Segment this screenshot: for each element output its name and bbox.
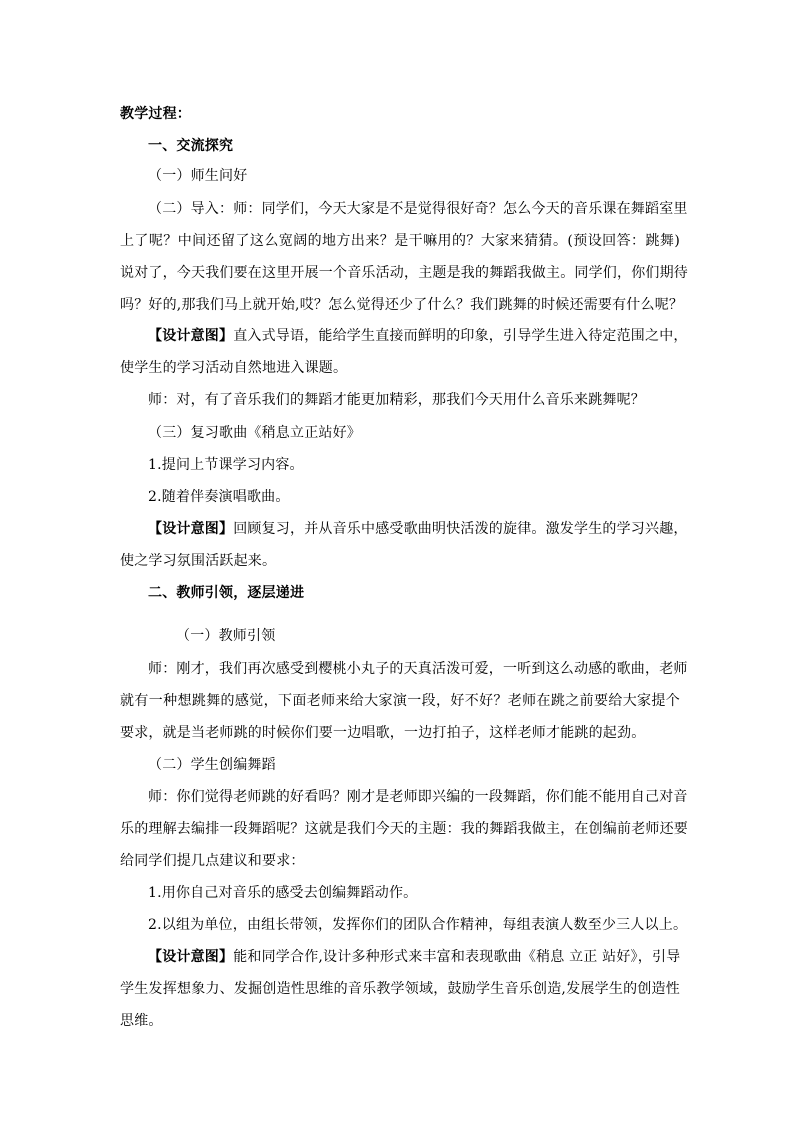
design-intent-text: 能和同学合作,设计多种形式来丰富和表现歌曲《稍息 立正 站好》，引导 — [233, 949, 681, 965]
design-intent-2 — [148, 519, 688, 539]
intro-paragraph-line: 说对了，今天我们要在这里开展一个音乐活动，主题是我的舞蹈我做主。同学们，你们期待 — [120, 265, 688, 281]
design-intent-label: 【设计意图】 — [148, 328, 234, 344]
teacher-line: 师：对，有了音乐我们的舞蹈才能更加精彩，那我们今天用什么音乐来跳舞呢？ — [148, 392, 645, 408]
subheading-teacher-lead: （一）教师引领 — [176, 628, 276, 644]
section-title: 教学过程： — [120, 106, 191, 122]
student-dance-line: 师：你们觉得老师跳的好看吗？刚才是老师即兴编的一段舞蹈，你们能不能用自己对音 — [148, 789, 688, 805]
design-intent-2-cont: 使之学习氛围活跃起来。 — [120, 553, 277, 569]
design-intent-3-cont: 思维。 — [120, 1013, 163, 1029]
design-intent-1 — [148, 326, 688, 346]
intro-paragraph-line: 吗？好的,那我们马上就开始,哎？怎么觉得还少了什么？我们跳舞的时候还需要有什么呢？ — [120, 297, 684, 313]
list-item: 1.用你自己对音乐的感受去创编舞蹈动作。 — [148, 885, 418, 901]
design-intent-3-cont: 学生发挥想象力、发掘创造性思维的音乐教学领域，鼓励学生音乐创造,发展学生的创造性 — [120, 981, 680, 997]
list-item: 2.以组为单位，由组长带领，发挥你们的团队合作精神，每组表演人数至少三人以上。 — [148, 917, 688, 933]
heading-exchange-explore: 一、交流探究 — [148, 138, 234, 154]
heading-teacher-lead: 二、教师引领，逐层递进 — [148, 585, 305, 601]
design-intent-label: 【设计意图】 — [148, 949, 234, 965]
teacher-lead-line: 就有一种想跳舞的感觉，下面老师来给大家演一段，好不好？老师在跳之前要给大家提个 — [120, 693, 680, 709]
subheading-student-dance: （二）学生创编舞蹈 — [148, 757, 276, 773]
subheading-review-song: （三）复习歌曲《稍息立正站好》 — [148, 425, 361, 441]
intro-paragraph-line: （二）导入：师：同学们，今天大家是不是觉得很好奇？怎么今天的音乐课在舞蹈室里 — [148, 201, 688, 217]
teacher-lead-line: 要求，就是当老师跳的时候你们要一边唱歌，一边打拍子，这样老师才能跳的起劲。 — [120, 725, 646, 741]
design-intent-text: 回顾复习，并从音乐中感受歌曲明快活泼的旋律。激发学生的学习兴趣， — [233, 521, 688, 537]
design-intent-3 — [148, 947, 680, 967]
intro-paragraph-line: 上了呢？中间还留了这么宽阔的地方出来？是干嘛用的？大家来猜猜。(预设回答：跳舞) — [120, 233, 680, 249]
teacher-lead-line: 师：刚才，我们再次感受到樱桃小丸子的天真活泼可爱，一听到这么动感的歌曲，老师 — [148, 661, 688, 677]
list-item: 1.提问上节课学习内容。 — [148, 457, 304, 473]
student-dance-line: 乐的理解去编排一段舞蹈呢？这就是我们今天的主题：我的舞蹈我做主，在创编前老师还要 — [120, 821, 688, 837]
list-item: 2.随着伴奏演唱歌曲。 — [148, 489, 290, 505]
subheading-greeting: （一）师生问好 — [148, 168, 248, 184]
design-intent-label: 【设计意图】 — [148, 521, 234, 537]
design-intent-text: 直入式导语，能给学生直接而鲜明的印象，引导学生进入待定范围之中， — [233, 328, 688, 344]
student-dance-line: 给同学们提几点建议和要求： — [120, 853, 305, 869]
design-intent-1-cont: 使学生的学习活动自然地进入课题。 — [120, 360, 348, 376]
